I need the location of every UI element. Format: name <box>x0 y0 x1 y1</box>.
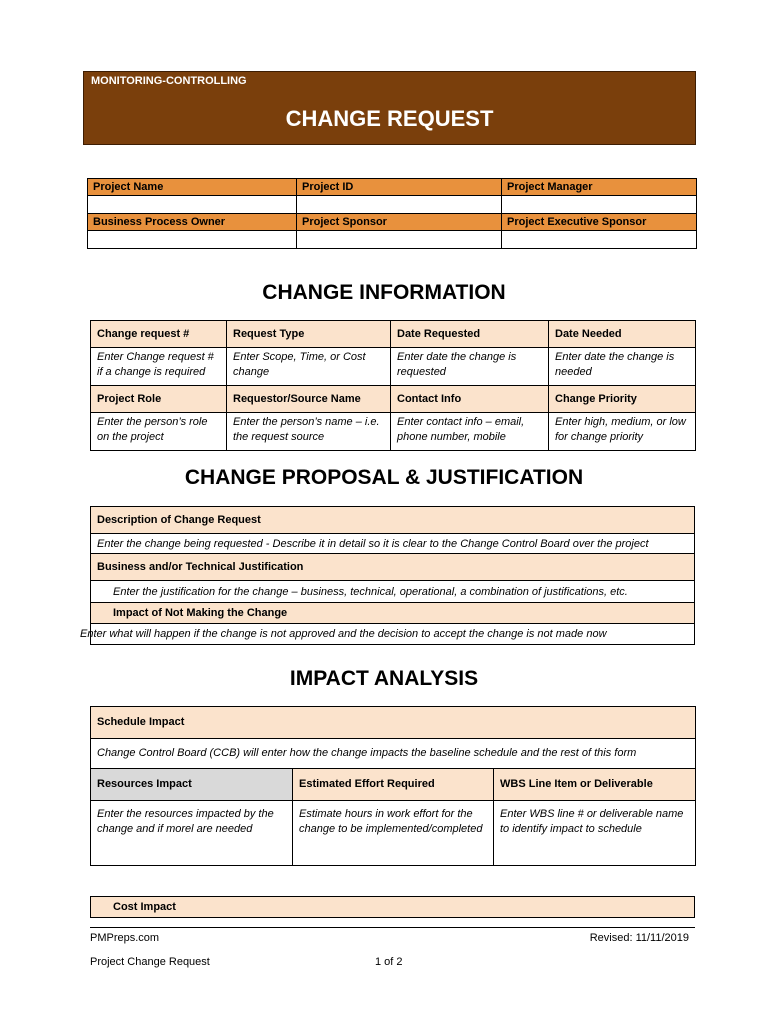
justification-label: Business and/or Technical Justification <box>91 554 695 581</box>
project-sponsor-field[interactable] <box>297 231 502 249</box>
date-requested-label: Date Requested <box>391 321 549 348</box>
project-manager-label: Project Manager <box>502 179 697 196</box>
schedule-impact-label: Schedule Impact <box>91 707 696 739</box>
contact-info-label: Contact Info <box>391 386 549 413</box>
estimated-effort-label: Estimated Effort Required <box>293 769 494 801</box>
resources-impact-field[interactable]: Enter the resources impacted by the change and if morel are needed <box>91 801 293 866</box>
business-process-owner-label: Business Process Owner <box>88 214 297 231</box>
project-role-field[interactable]: Enter the person’s role on the project <box>91 413 227 451</box>
project-id-label: Project ID <box>297 179 502 196</box>
footer-site: PMPreps.com <box>90 932 160 944</box>
resources-impact-label: Resources Impact <box>91 769 293 801</box>
document-title: CHANGE REQUEST <box>285 106 494 131</box>
schedule-impact-field[interactable]: Change Control Board (CCB) will enter how the change impacts the baseline schedule and the rest of this form <box>91 739 696 769</box>
date-requested-field[interactable]: Enter date the change is requested <box>391 348 549 386</box>
project-id-field[interactable] <box>297 196 502 214</box>
footer-document-name: Project Change Request <box>90 956 210 968</box>
impact-not-making-field[interactable] <box>80 624 695 645</box>
change-request-number-label: Change request # <box>91 321 227 348</box>
footer-page-number: 1 of 2 <box>375 956 403 968</box>
project-role-label: Project Role <box>91 386 227 413</box>
description-field[interactable]: Enter the change being requested - Describe it in detail so it is clear to the Change Control Board over the project <box>91 534 695 554</box>
description-label: Description of Change Request <box>91 507 695 534</box>
date-needed-label: Date Needed <box>549 321 696 348</box>
requestor-name-label: Requestor/Source Name <box>227 386 391 413</box>
footer-revised: Revised: 11/11/2019 <box>589 932 689 944</box>
estimated-effort-field[interactable]: Estimate hours in work effort for the change to be implemented/completed <box>293 801 494 866</box>
project-manager-field[interactable] <box>502 196 697 214</box>
wbs-line-item-field[interactable]: Enter WBS line # or deliverable name to identify impact to schedule <box>494 801 696 866</box>
request-type-field[interactable]: Enter Scope, Time, or Cost change <box>227 348 391 386</box>
date-needed-field[interactable]: Enter date the change is needed <box>549 348 696 386</box>
impact-not-making-text: Enter what will happen if the change is not approved and the decision to accept the change is not made now <box>80 628 607 640</box>
wbs-line-item-label: WBS Line Item or Deliverable <box>494 769 696 801</box>
impact-not-making-label: Impact of Not Making the Change <box>91 603 695 624</box>
change-priority-label: Change Priority <box>549 386 696 413</box>
justification-field[interactable]: Enter the justification for the change – business, technical, operational, a combination of justifications, etc. <box>91 581 695 603</box>
request-type-label: Request Type <box>227 321 391 348</box>
project-sponsor-label: Project Sponsor <box>297 214 502 231</box>
change-information-table <box>90 320 696 451</box>
proposal-heading: CHANGE PROPOSAL & JUSTIFICATION <box>184 466 584 489</box>
impact-analysis-table <box>90 706 696 866</box>
change-priority-field[interactable]: Enter high, medium, or low for change priority <box>549 413 696 451</box>
project-executive-sponsor-label: Project Executive Sponsor <box>502 214 697 231</box>
project-name-field[interactable] <box>88 196 297 214</box>
phase-label: MONITORING-CONTROLLING <box>91 75 247 87</box>
project-info-table <box>87 178 697 249</box>
footer-divider <box>90 927 695 928</box>
business-process-owner-field[interactable] <box>88 231 297 249</box>
contact-info-field[interactable]: Enter contact info – email, phone number, mobile <box>391 413 549 451</box>
project-name-label: Project Name <box>88 179 297 196</box>
project-executive-sponsor-field[interactable] <box>502 231 697 249</box>
header-banner <box>83 71 696 145</box>
change-request-number-field[interactable]: Enter Change request # if a change is required <box>91 348 227 386</box>
requestor-name-field[interactable]: Enter the person’s name – i.e. the request source <box>227 413 391 451</box>
impact-analysis-heading: IMPACT ANALYSIS <box>289 667 479 690</box>
cost-impact-label: Cost Impact <box>90 896 695 918</box>
change-information-heading: CHANGE INFORMATION <box>262 281 506 304</box>
proposal-table <box>80 506 695 645</box>
